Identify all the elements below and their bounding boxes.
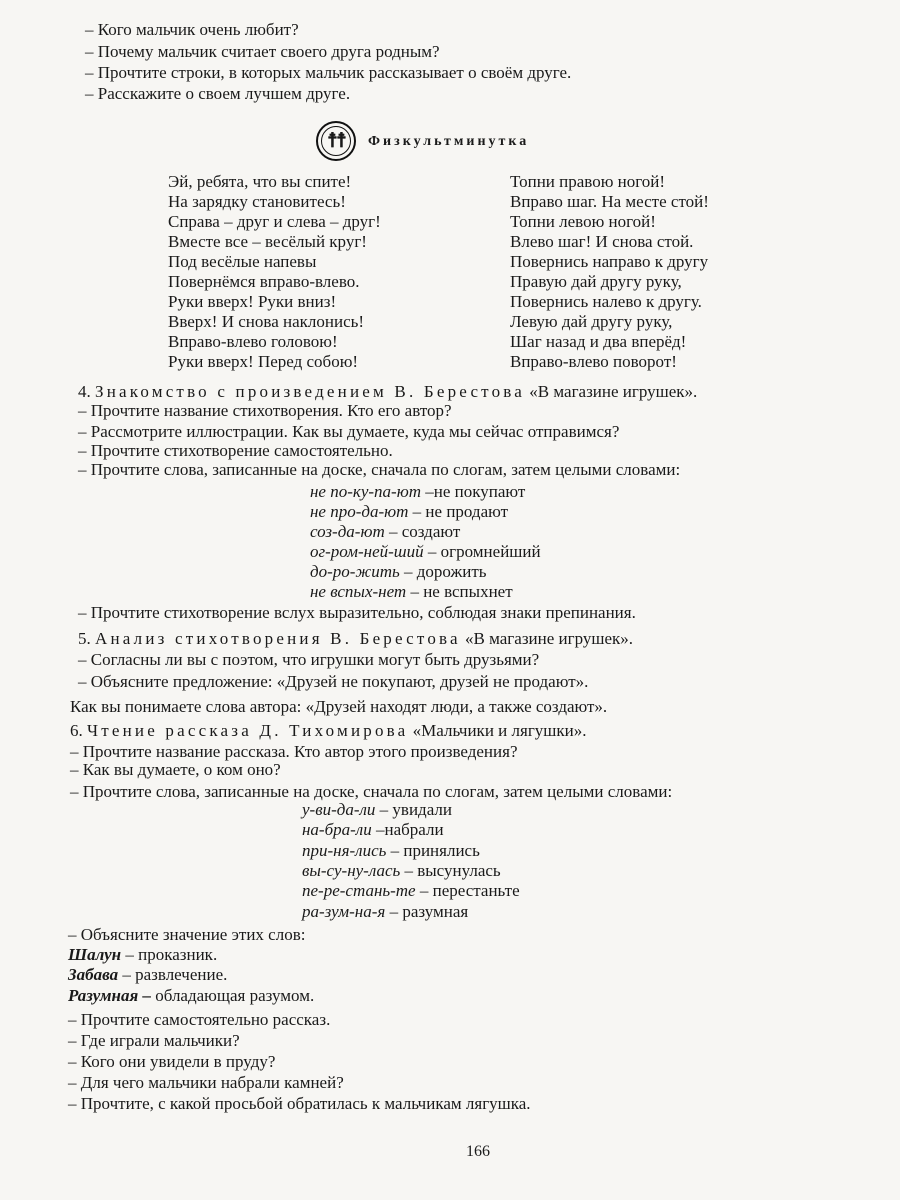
task-line: – Как вы думаете, о ком оно?	[70, 760, 281, 779]
word: – разумная	[385, 902, 469, 921]
poem-line: Вверх! И снова наклонись!	[168, 312, 365, 331]
glossary-entry	[68, 986, 314, 1006]
section-heading-text: Анализ стихотворения В. Берестова	[95, 629, 461, 648]
question-line: – Кого мальчик очень любит?	[85, 20, 299, 39]
word: –набрали	[371, 820, 444, 839]
glossary-term: Шалун	[68, 945, 122, 964]
task-line: – Прочтите стихотворение вслух выразительно, соблюдая знаки препинания.	[78, 603, 636, 622]
question-line: – Расскажите о своем лучшем друге.	[85, 84, 351, 103]
word: – принялись	[386, 841, 480, 860]
syllables: ог-ром-ней-ший	[310, 542, 424, 561]
task-line: – Прочтите название стихотворения. Кто его автор?	[78, 401, 452, 420]
syllables: пе-ре-стань-те	[302, 881, 416, 900]
glossary-term: Забава	[68, 965, 119, 984]
word-pair	[310, 482, 525, 502]
page-number: 166	[466, 1143, 490, 1160]
word-pair	[310, 542, 541, 562]
word-pair	[310, 582, 513, 602]
section-number: 4.	[78, 382, 91, 401]
word: – не вспыхнет	[406, 582, 513, 601]
syllables: вы-су-ну-лась	[302, 861, 401, 880]
task-line: – Рассмотрите иллюстрации. Как вы думаете, куда мы сейчас отправимся?	[78, 422, 620, 441]
poem-line: Левую дай другу руку,	[510, 312, 673, 331]
word: – высунулась	[400, 861, 501, 880]
word: –не покупают	[420, 482, 526, 501]
word: – увидали	[375, 800, 452, 819]
section-work-title: «В магазине игрушек».	[529, 382, 698, 401]
task-line: Как вы понимаете слова автора: «Друзей находят люди, а также создают».	[70, 697, 608, 716]
poem-line: Повернёмся вправо-влево.	[168, 272, 360, 291]
word: – дорожить	[399, 562, 487, 581]
task-line: – Согласны ли вы с поэтом, что игрушки могут быть друзьями?	[78, 650, 540, 669]
word: – не продают	[408, 502, 509, 521]
word-pair	[302, 820, 444, 840]
syllables: до-ро-жить	[310, 562, 400, 581]
poem-line: На зарядку становитесь!	[168, 192, 346, 211]
poem-line: Эй, ребята, что вы спите!	[168, 172, 352, 191]
syllables: ра-зум-на-я	[302, 902, 386, 921]
glossary-definition: обладающая разумом.	[150, 986, 315, 1005]
poem-line: Топни левою ногой!	[510, 212, 656, 231]
break-title: Физкультминутка	[368, 134, 530, 149]
glossary-entry	[68, 965, 227, 985]
word-pair	[302, 881, 520, 901]
task-line: – Прочтите слова, записанные на доске, сначала по слогам, затем целыми словами:	[78, 460, 681, 479]
task-line: – Прочтите название рассказа. Кто автор этого произведения?	[70, 742, 518, 761]
children-exercise-icon: ☨ ☨	[316, 121, 356, 161]
word-pair	[302, 800, 452, 820]
syllables: не про-да-ют	[310, 502, 409, 521]
glossary-definition: – проказник.	[121, 945, 218, 964]
section-work-title: «Мальчики и лягушки».	[412, 721, 587, 740]
poem-line: Правую дай другу руку,	[510, 272, 682, 291]
question-line: – Почему мальчик считает своего друга родным?	[85, 42, 440, 61]
poem-line: Справа – друг и слева – друг!	[168, 212, 381, 231]
poem-line: Повернись направо к другу	[510, 252, 709, 271]
word: – создают	[384, 522, 461, 541]
poem-line: Влево шаг! И снова стой.	[510, 232, 694, 251]
word-pair	[302, 861, 501, 881]
section-4-heading	[78, 382, 697, 402]
syllables: не по-ку-па-ют	[310, 482, 421, 501]
word-pair	[302, 902, 468, 922]
section-heading-text: Чтение рассказа Д. Тихомирова	[87, 721, 409, 740]
syllables: у-ви-да-ли	[302, 800, 376, 819]
word-pair	[302, 841, 480, 861]
word-pair	[310, 522, 460, 542]
word: – перестаньте	[415, 881, 520, 900]
section-number: 6.	[70, 721, 83, 740]
question-line: – Прочтите строки, в которых мальчик рассказывает о своём друге.	[85, 63, 572, 82]
glossary-term: Разумная –	[68, 986, 151, 1005]
poem-line: Вправо-влево поворот!	[510, 352, 677, 371]
syllables: при-ня-лись	[302, 841, 387, 860]
poem-line: Руки вверх! Перед собою!	[168, 352, 359, 371]
poem-line: Вправо-влево головою!	[168, 332, 338, 351]
poem-line: Топни правою ногой!	[510, 172, 666, 191]
question-line: – Кого они увидели в пруду?	[68, 1052, 276, 1071]
question-line: – Прочтите, с какой просьбой обратилась к мальчикам лягушка.	[68, 1094, 531, 1113]
poem-line: Вправо шаг. На месте стой!	[510, 192, 709, 211]
poem-line: Руки вверх! Руки вниз!	[168, 292, 337, 311]
question-line: – Для чего мальчики набрали камней?	[68, 1073, 344, 1092]
word: – огромнейший	[423, 542, 541, 561]
question-line: – Прочтите самостоятельно рассказ.	[68, 1010, 331, 1029]
poem-line: Вместе все – весёлый круг!	[168, 232, 367, 251]
section-6-heading	[70, 721, 586, 741]
poem-line: Повернись налево к другу.	[510, 292, 702, 311]
syllables: не вспых-нет	[310, 582, 407, 601]
glossary-definition: – развлечение.	[118, 965, 228, 984]
task-line: – Объясните значение этих слов:	[68, 925, 306, 944]
syllables: соз-да-ют	[310, 522, 385, 541]
task-line: – Прочтите стихотворение самостоятельно.	[78, 441, 393, 460]
word-pair	[310, 502, 508, 522]
glossary-entry	[68, 945, 217, 965]
poem-line: Шаг назад и два вперёд!	[510, 332, 687, 351]
syllables: на-бра-ли	[302, 820, 372, 839]
word-pair	[310, 562, 487, 582]
question-line: – Где играли мальчики?	[68, 1031, 240, 1050]
task-line: – Прочтите слова, записанные на доске, сначала по слогам, затем целыми словами:	[70, 782, 673, 801]
section-work-title: «В магазине игрушек».	[465, 629, 634, 648]
task-line: – Объясните предложение: «Друзей не покупают, друзей не продают».	[78, 672, 589, 691]
poem-line: Под весёлые напевы	[168, 252, 317, 271]
section-5-heading	[78, 629, 633, 649]
section-heading-text: Знакомство с произведением В. Берестова	[95, 382, 526, 401]
section-number: 5.	[78, 629, 91, 648]
